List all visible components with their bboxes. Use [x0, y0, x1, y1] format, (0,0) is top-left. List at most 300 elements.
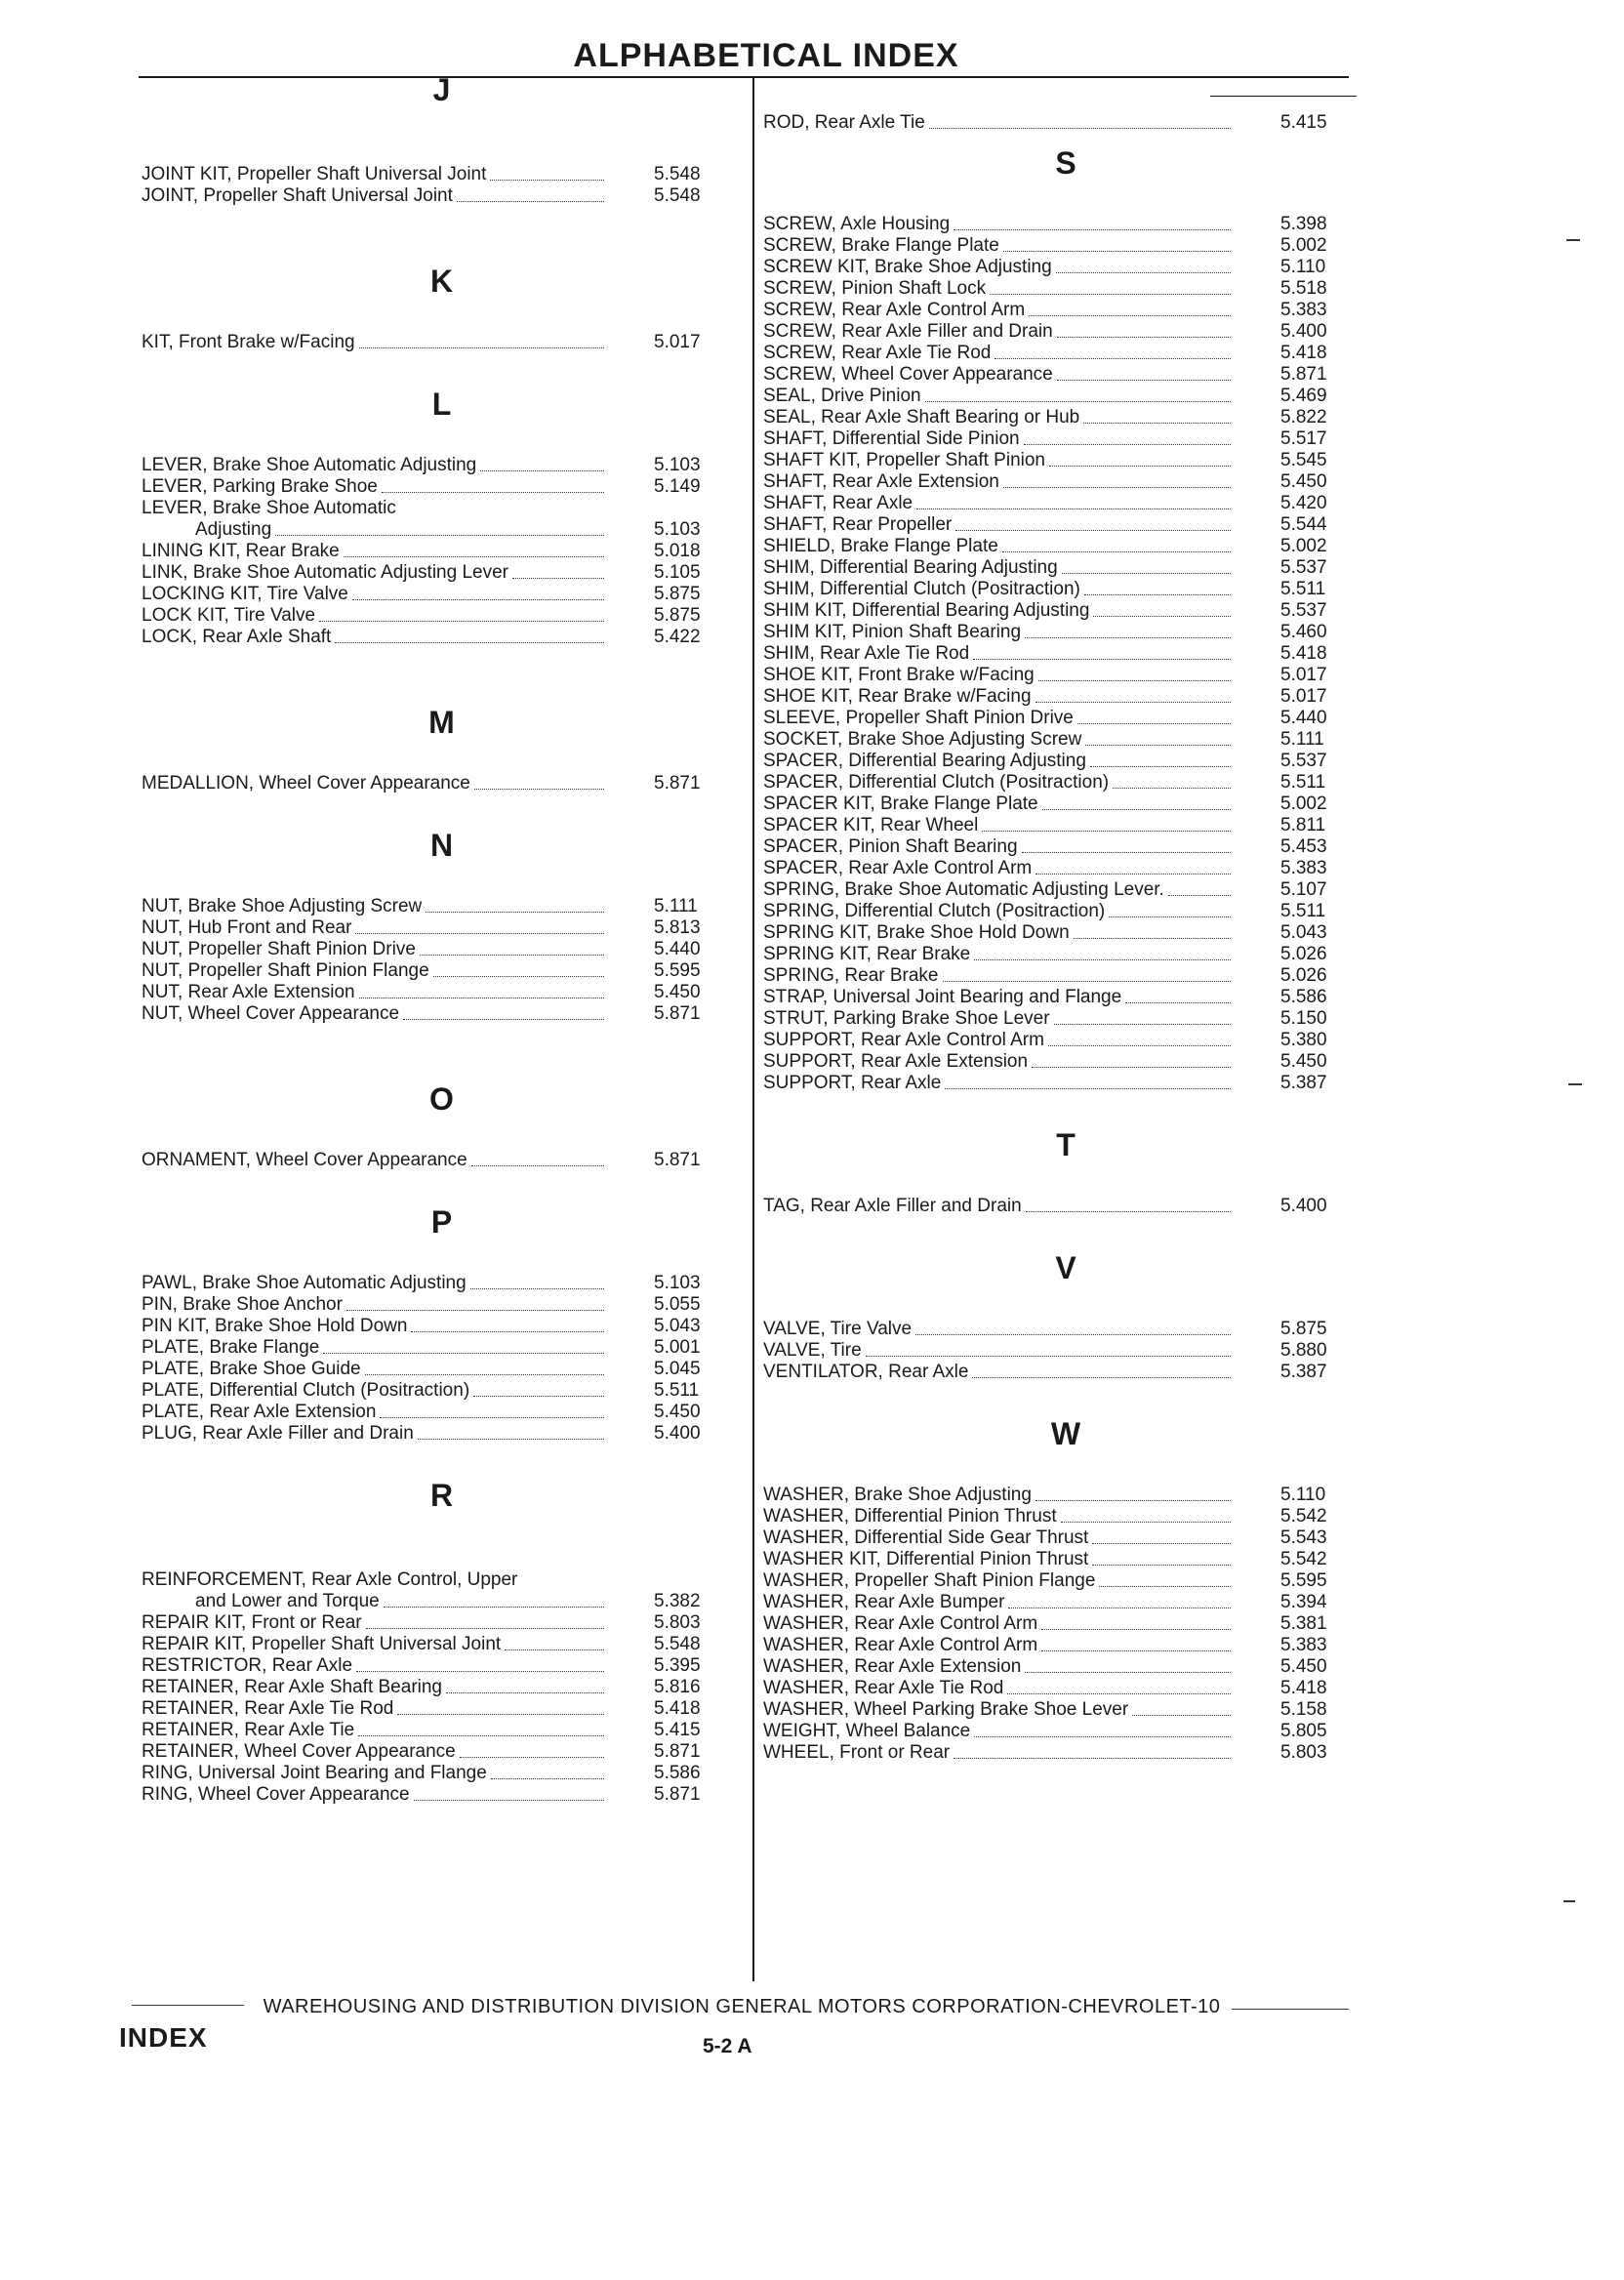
entry-page-ref: 5.382	[654, 1591, 701, 1611]
entry-page-ref: 5.415	[1280, 112, 1327, 133]
entry-page-ref: 5.542	[1280, 1506, 1327, 1527]
index-entry	[142, 541, 742, 562]
dot-leader	[1092, 1565, 1231, 1566]
entry-page-ref: 5.511	[1280, 579, 1326, 599]
dot-leader	[1113, 788, 1231, 789]
entry-page-ref: 5.111	[1280, 729, 1324, 750]
entry-label: WASHER, Rear Axle Tie Rod	[763, 1678, 1004, 1698]
entry-page-ref: 5.875	[654, 605, 701, 626]
entry-label: SPRING KIT, Rear Brake	[763, 944, 971, 964]
dot-leader	[943, 981, 1232, 982]
entry-label: WASHER, Wheel Parking Brake Shoe Lever	[763, 1699, 1129, 1720]
index-entry	[142, 584, 742, 605]
dot-leader	[954, 229, 1231, 230]
index-entry	[142, 1763, 742, 1784]
entry-page-ref: 5.450	[654, 982, 701, 1002]
entry-page-ref: 5.586	[654, 1763, 701, 1783]
entry-label: RETAINER, Rear Axle Shaft Bearing	[142, 1677, 442, 1697]
index-entry	[763, 1635, 1368, 1656]
dot-leader	[1007, 1693, 1231, 1694]
section-k	[142, 332, 742, 353]
entry-label: SHIM KIT, Pinion Shaft Bearing	[763, 622, 1022, 642]
entry-label: SHIELD, Brake Flange Plate	[763, 536, 998, 556]
index-entry	[142, 1698, 742, 1720]
entry-label: SHAFT, Differential Side Pinion	[763, 428, 1020, 449]
index-entry	[763, 686, 1368, 708]
entry-label: SUPPORT, Rear Axle Control Arm	[763, 1030, 1044, 1050]
entry-page-ref: 5.544	[1280, 514, 1327, 535]
dot-leader	[1041, 1650, 1231, 1651]
dot-leader	[915, 1334, 1231, 1335]
entry-label: JOINT KIT, Propeller Shaft Universal Joint	[142, 164, 487, 184]
dot-leader	[1168, 895, 1231, 896]
entry-label: SHAFT, Rear Propeller	[763, 514, 953, 535]
entry-page-ref: 5.002	[1280, 536, 1327, 556]
index-entry	[763, 300, 1368, 321]
dot-leader	[356, 1671, 604, 1672]
dot-leader	[1085, 745, 1231, 746]
index-entry	[763, 557, 1368, 579]
entry-label: and Lower and Torque	[195, 1591, 380, 1611]
index-entry	[763, 579, 1368, 600]
index-entry	[763, 343, 1368, 364]
dot-leader	[1002, 551, 1231, 552]
entry-label: SCREW, Pinion Shaft Lock	[763, 278, 987, 299]
index-entry	[142, 1677, 742, 1698]
index-entry	[763, 1506, 1368, 1527]
entry-page-ref: 5.415	[654, 1720, 701, 1740]
entry-page-ref: 5.150	[1280, 1008, 1327, 1029]
dot-leader	[1003, 487, 1231, 488]
dot-leader	[1077, 723, 1231, 724]
dot-leader	[1048, 1045, 1231, 1046]
dot-leader	[275, 535, 604, 536]
entry-label: WASHER, Differential Pinion Thrust	[763, 1506, 1057, 1527]
entry-label: WASHER, Rear Axle Extension	[763, 1656, 1022, 1677]
entry-page-ref: 5.871	[1280, 364, 1327, 385]
dot-leader	[352, 599, 604, 600]
dot-leader	[1042, 809, 1231, 810]
index-entry	[142, 1784, 742, 1806]
entry-page-ref: 5.400	[1280, 1196, 1327, 1216]
index-entry	[763, 1340, 1368, 1362]
dot-leader	[954, 1758, 1231, 1759]
index-entry	[763, 922, 1368, 944]
section-s	[763, 214, 1368, 1094]
entry-label: SHAFT KIT, Propeller Shaft Pinion	[763, 450, 1045, 470]
entry-page-ref: 5.548	[654, 164, 701, 184]
index-entry	[763, 1030, 1368, 1051]
index-entry	[142, 1402, 742, 1423]
entry-label: LOCK, Rear Axle Shaft	[142, 627, 332, 647]
dot-leader	[460, 1757, 604, 1758]
index-entry	[763, 1319, 1368, 1340]
right-column	[763, 112, 1368, 1764]
entry-page-ref: 5.811	[1280, 815, 1326, 835]
entry-page-ref: 5.450	[1280, 1656, 1327, 1677]
index-entry	[763, 1008, 1368, 1030]
dot-leader	[1090, 766, 1231, 767]
index-entry	[763, 1721, 1368, 1742]
dot-leader	[1132, 1715, 1231, 1716]
index-entry	[763, 1527, 1368, 1549]
index-entry	[142, 1741, 742, 1763]
index-entry	[763, 1613, 1368, 1635]
entry-page-ref: 5.103	[654, 519, 701, 540]
entry-label: SPACER, Rear Axle Control Arm	[763, 858, 1033, 878]
entry-label: SHIM, Differential Bearing Adjusting	[763, 557, 1058, 578]
entry-page-ref: 5.469	[1280, 386, 1327, 406]
footer-dash-right	[1232, 2009, 1349, 2010]
index-entry	[763, 901, 1368, 922]
index-entry	[142, 960, 742, 982]
entry-label: PIN KIT, Brake Shoe Hold Down	[142, 1316, 408, 1336]
dot-leader	[925, 401, 1231, 402]
entry-page-ref: 5.418	[1280, 643, 1327, 664]
index-entry	[142, 605, 742, 627]
entry-page-ref: 5.537	[1280, 557, 1327, 578]
index-entry	[142, 1294, 742, 1316]
index-entry	[142, 627, 742, 648]
dot-leader	[1099, 1586, 1231, 1587]
dot-leader	[990, 294, 1231, 295]
entry-label: PIN, Brake Shoe Anchor	[142, 1294, 343, 1315]
entry-label: SCREW, Wheel Cover Appearance	[763, 364, 1053, 385]
dot-leader	[1029, 315, 1231, 316]
dot-leader	[1038, 680, 1231, 681]
entry-label: NUT, Hub Front and Rear	[142, 917, 352, 938]
dot-leader	[382, 492, 604, 493]
entry-label: SHIM, Differential Clutch (Positraction)	[763, 579, 1080, 599]
dot-leader	[446, 1692, 604, 1693]
entry-page-ref: 5.543	[1280, 1527, 1327, 1548]
dot-leader	[397, 1714, 604, 1715]
entry-page-ref: 5.460	[1280, 622, 1327, 642]
entry-label: REINFORCEMENT, Rear Axle Control, Upper	[142, 1569, 518, 1590]
index-entry	[763, 235, 1368, 257]
entry-page-ref: 5.017	[1280, 686, 1327, 707]
index-entry	[763, 836, 1368, 858]
section-letter-n: N	[429, 828, 454, 863]
entry-page-ref: 5.586	[1280, 987, 1327, 1007]
entry-label: SUPPORT, Rear Axle	[763, 1073, 942, 1093]
column-divider	[752, 78, 754, 1981]
section-letter-p: P	[430, 1204, 453, 1240]
entry-label: PLATE, Differential Clutch (Positraction)	[142, 1380, 470, 1401]
dot-leader	[1084, 594, 1231, 595]
dot-leader	[414, 1800, 604, 1801]
index-entry	[142, 1612, 742, 1634]
entry-page-ref: 5.026	[1280, 965, 1327, 986]
index-entry	[763, 815, 1368, 836]
index-entry	[763, 944, 1368, 965]
index-entry	[142, 1273, 742, 1294]
entry-page-ref: 5.871	[654, 1150, 701, 1170]
entry-label: WASHER, Brake Shoe Adjusting	[763, 1485, 1032, 1505]
dot-leader	[1074, 938, 1231, 939]
section-w	[763, 1485, 1368, 1764]
entry-label: PAWL, Brake Shoe Automatic Adjusting	[142, 1273, 467, 1293]
index-entry	[142, 562, 742, 584]
dot-leader	[1054, 1024, 1231, 1025]
entry-page-ref: 5.383	[1280, 858, 1327, 878]
index-entry	[763, 708, 1368, 729]
footer-index-label: INDEX	[119, 2022, 208, 2053]
index-entry	[763, 1742, 1368, 1764]
section-letter-w: W	[1050, 1416, 1081, 1451]
dot-leader	[866, 1356, 1231, 1357]
entry-page-ref: 5.880	[1280, 1340, 1327, 1361]
section-letter-k: K	[429, 264, 454, 299]
entry-page-ref: 5.017	[1280, 665, 1327, 685]
entry-page-ref: 5.055	[654, 1294, 701, 1315]
dot-leader	[974, 959, 1231, 960]
entry-label: JOINT, Propeller Shaft Universal Joint	[142, 185, 453, 206]
dot-leader	[1032, 1067, 1231, 1068]
dot-leader	[929, 128, 1231, 129]
entry-page-ref: 5.871	[654, 1003, 701, 1024]
dot-leader	[973, 659, 1231, 660]
entry-page-ref: 5.875	[1280, 1319, 1327, 1339]
index-entry	[142, 185, 742, 207]
index-entry	[142, 1655, 742, 1677]
entry-page-ref: 5.111	[654, 896, 698, 916]
dot-leader	[1024, 444, 1231, 445]
entry-page-ref: 5.511	[1280, 772, 1326, 793]
index-entry	[142, 455, 742, 476]
entry-label: LOCKING KIT, Tire Valve	[142, 584, 348, 604]
entry-page-ref: 5.043	[1280, 922, 1327, 943]
entry-page-ref: 5.387	[1280, 1073, 1327, 1093]
entry-label: WASHER, Rear Axle Control Arm	[763, 1613, 1038, 1634]
entry-label: WASHER, Propeller Shaft Pinion Flange	[763, 1570, 1096, 1591]
index-entry	[763, 407, 1368, 428]
left-column	[142, 61, 742, 1806]
dot-leader	[1092, 1543, 1231, 1544]
entry-page-ref: 5.875	[654, 584, 701, 604]
dot-leader	[380, 1417, 604, 1418]
entry-label: RING, Wheel Cover Appearance	[142, 1784, 410, 1805]
index-entry	[142, 896, 742, 917]
entry-page-ref: 5.440	[654, 939, 701, 959]
entry-page-ref: 5.105	[654, 562, 701, 583]
entry-page-ref: 5.803	[1280, 1742, 1327, 1763]
index-entry	[763, 1678, 1368, 1699]
dot-leader	[1035, 1500, 1231, 1501]
entry-label: SLEEVE, Propeller Shaft Pinion Drive	[763, 708, 1074, 728]
entry-page-ref: 5.545	[1280, 450, 1327, 470]
entry-label: RETAINER, Rear Axle Tie Rod	[142, 1698, 394, 1719]
index-entry	[763, 665, 1368, 686]
dot-leader	[490, 180, 604, 181]
margin-mark	[1563, 1900, 1575, 1902]
entry-label: SPRING KIT, Brake Shoe Hold Down	[763, 922, 1070, 943]
index-entry	[763, 987, 1368, 1008]
dot-leader	[359, 347, 604, 348]
dot-leader	[319, 621, 604, 622]
entry-label: SPACER, Pinion Shaft Bearing	[763, 836, 1018, 857]
section-letter-l: L	[431, 387, 452, 422]
dot-leader	[366, 1628, 604, 1629]
index-entry	[763, 879, 1368, 901]
index-entry	[142, 1720, 742, 1741]
entry-label: SCREW, Rear Axle Control Arm	[763, 300, 1026, 320]
entry-page-ref: 5.398	[1280, 214, 1327, 234]
entry-page-ref: 5.511	[654, 1380, 700, 1401]
entry-page-ref: 5.595	[654, 960, 701, 981]
entry-label: SHOE KIT, Rear Brake w/Facing	[763, 686, 1032, 707]
section-t	[763, 1196, 1368, 1217]
index-entry	[763, 493, 1368, 514]
entry-label: SPACER, Differential Clutch (Positraction)	[763, 772, 1110, 793]
dot-leader	[418, 1439, 604, 1440]
index-entry	[763, 321, 1368, 343]
entry-label: SPRING, Rear Brake	[763, 965, 939, 986]
entry-label: SCREW, Rear Axle Filler and Drain	[763, 321, 1053, 342]
entry-label: NUT, Propeller Shaft Pinion Flange	[142, 960, 429, 981]
index-entry	[763, 858, 1368, 879]
entry-page-ref: 5.017	[654, 332, 701, 352]
entry-page-ref: 5.394	[1280, 1592, 1327, 1612]
entry-label: SHOE KIT, Front Brake w/Facing	[763, 665, 1035, 685]
entry-page-ref: 5.110	[1280, 257, 1326, 277]
index-entry	[142, 1634, 742, 1655]
dot-leader	[474, 789, 604, 790]
entry-page-ref: 5.045	[654, 1359, 701, 1379]
index-entry	[763, 450, 1368, 471]
entry-label: PLATE, Brake Flange	[142, 1337, 320, 1358]
entry-label: NUT, Brake Shoe Adjusting Screw	[142, 896, 423, 916]
entry-page-ref: 5.803	[654, 1612, 701, 1633]
index-entry	[142, 519, 742, 541]
entry-page-ref: 5.103	[654, 455, 701, 475]
dot-leader	[974, 1736, 1231, 1737]
entry-label: WASHER, Rear Axle Bumper	[763, 1592, 1005, 1612]
section-letter-v: V	[1055, 1250, 1076, 1285]
index-entry	[763, 257, 1368, 278]
section-letter-m: M	[428, 705, 455, 740]
dot-leader	[505, 1649, 604, 1650]
index-entry	[763, 1549, 1368, 1570]
entry-label: SCREW, Brake Flange Plate	[763, 235, 999, 256]
dot-leader	[1035, 874, 1231, 875]
entry-label: SHIM, Rear Axle Tie Rod	[763, 643, 970, 664]
dot-leader	[426, 912, 604, 913]
entry-page-ref: 5.383	[1280, 300, 1327, 320]
dot-leader	[344, 556, 604, 557]
index-entry	[142, 1337, 742, 1359]
index-entry	[142, 332, 742, 353]
index-entry	[142, 1359, 742, 1380]
entry-page-ref: 5.453	[1280, 836, 1327, 857]
entry-label: PLUG, Rear Axle Filler and Drain	[142, 1423, 414, 1444]
dot-leader	[471, 1165, 604, 1166]
entry-label: RETAINER, Wheel Cover Appearance	[142, 1741, 456, 1762]
entry-label: RETAINER, Rear Axle Tie	[142, 1720, 355, 1740]
entry-page-ref: 5.026	[1280, 944, 1327, 964]
entry-page-ref: 5.400	[654, 1423, 701, 1444]
entry-label: STRUT, Parking Brake Shoe Lever	[763, 1008, 1050, 1029]
section-n	[142, 896, 742, 1025]
entry-label: WEIGHT, Wheel Balance	[763, 1721, 971, 1741]
entry-page-ref: 5.381	[1280, 1613, 1327, 1634]
index-entry	[763, 1699, 1368, 1721]
entry-page-ref: 5.537	[1280, 600, 1327, 621]
dot-leader	[420, 955, 604, 956]
entry-page-ref: 5.420	[1280, 493, 1327, 513]
entry-page-ref: 5.595	[1280, 1570, 1327, 1591]
entry-label: REPAIR KIT, Propeller Shaft Universal Joint	[142, 1634, 502, 1654]
dot-leader	[1062, 573, 1231, 574]
entry-label: SPRING, Differential Clutch (Positraction)	[763, 901, 1106, 921]
entry-label: ROD, Rear Axle Tie	[763, 112, 925, 133]
entry-label: LINK, Brake Shoe Automatic Adjusting Lever	[142, 562, 508, 583]
entry-label: NUT, Propeller Shaft Pinion Drive	[142, 939, 416, 959]
section-j	[142, 164, 742, 207]
entry-page-ref: 5.395	[654, 1655, 701, 1676]
dot-leader	[1026, 1211, 1231, 1212]
index-entry	[763, 751, 1368, 772]
dot-leader	[1125, 1002, 1231, 1003]
section-letter-j: J	[432, 72, 451, 107]
entry-page-ref: 5.450	[1280, 1051, 1327, 1072]
entry-page-ref: 5.450	[654, 1402, 701, 1422]
entry-page-ref: 5.518	[1280, 278, 1327, 299]
entry-label: SHAFT, Rear Axle	[763, 493, 914, 513]
index-entry	[763, 1196, 1368, 1217]
entry-page-ref: 5.418	[1280, 343, 1327, 363]
dot-leader	[365, 1374, 604, 1375]
entry-page-ref: 5.158	[1280, 1699, 1327, 1720]
entry-label: ORNAMENT, Wheel Cover Appearance	[142, 1150, 467, 1170]
dot-leader	[1022, 852, 1231, 853]
index-entry	[763, 794, 1368, 815]
entry-label: SEAL, Drive Pinion	[763, 386, 921, 406]
entry-page-ref: 5.422	[654, 627, 701, 647]
dot-leader	[480, 470, 604, 471]
index-entry	[763, 643, 1368, 665]
entry-label: PLATE, Brake Shoe Guide	[142, 1359, 361, 1379]
section-letter-o: O	[429, 1081, 454, 1117]
entry-label: STRAP, Universal Joint Bearing and Flange	[763, 987, 1122, 1007]
entry-label: SEAL, Rear Axle Shaft Bearing or Hub	[763, 407, 1080, 428]
index-entry	[763, 1570, 1368, 1592]
entry-page-ref: 5.805	[1280, 1721, 1327, 1741]
dot-leader	[512, 578, 604, 579]
dot-leader	[1035, 702, 1231, 703]
entry-page-ref: 5.542	[1280, 1549, 1327, 1569]
entry-label: LINING KIT, Rear Brake	[142, 541, 340, 561]
index-entry	[142, 773, 742, 794]
dot-leader	[1056, 272, 1231, 273]
entry-label: LEVER, Brake Shoe Automatic	[142, 498, 396, 518]
dot-leader	[945, 1088, 1231, 1089]
entry-page-ref: 5.001	[654, 1337, 701, 1358]
entry-label: REPAIR KIT, Front or Rear	[142, 1612, 362, 1633]
entry-label: PLATE, Rear Axle Extension	[142, 1402, 377, 1422]
index-entry	[763, 965, 1368, 987]
index-entry	[142, 982, 742, 1003]
section-r	[142, 1569, 742, 1806]
dot-leader	[1003, 251, 1231, 252]
section-o	[142, 1150, 742, 1171]
index-entry	[142, 1003, 742, 1025]
dot-leader	[1049, 466, 1231, 467]
index-entry	[142, 1380, 742, 1402]
entry-label: RESTRICTOR, Rear Axle	[142, 1655, 353, 1676]
entry-page-ref: 5.548	[654, 1634, 701, 1654]
index-entry	[763, 1592, 1368, 1613]
